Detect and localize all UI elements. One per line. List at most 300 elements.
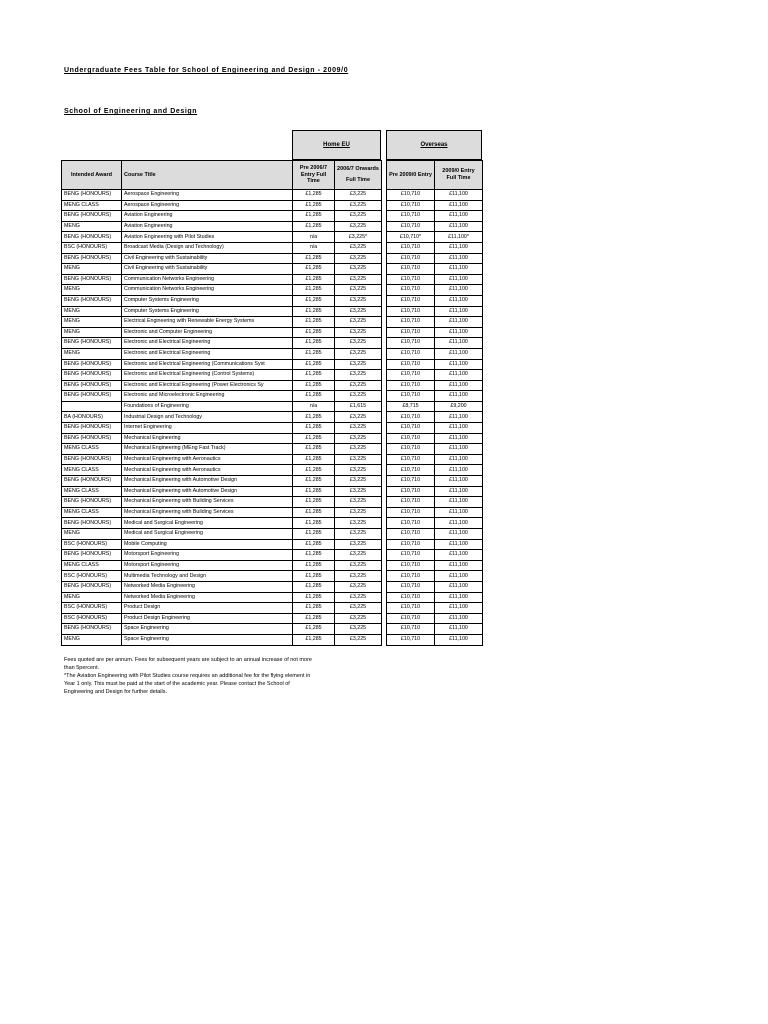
onwards-2006-fee-cell: £3,225	[335, 613, 382, 624]
pre-2009-fee-cell: £10,710	[387, 338, 435, 349]
entry-2009-fee-cell: £11,100	[435, 412, 483, 423]
table-row	[62, 401, 483, 412]
entry-2009-fee-cell: £11,100	[435, 242, 483, 253]
course-cell: Product Design Engineering	[122, 613, 293, 624]
onwards-2006-fee-cell: £3,225	[335, 253, 382, 264]
table-row	[62, 221, 483, 232]
onwards-2006-fee-cell: £3,225	[335, 285, 382, 296]
award-cell: BSC (HONOURS)	[62, 603, 122, 614]
table-row	[62, 454, 483, 465]
pre-2009-fee-cell: £10,710	[387, 550, 435, 561]
pre-2006-fee-cell: £1,285	[293, 295, 335, 306]
home-eu-group-header	[292, 130, 381, 160]
entry-2009-fee-cell: £11,100	[435, 253, 483, 264]
onwards-2006-fee-cell: £3,225	[335, 624, 382, 635]
header-course-title: Course Title	[122, 161, 293, 190]
course-cell: Electronic and Electrical Engineering (Power Electronics Sy	[122, 380, 293, 391]
pre-2009-fee-cell: £10,710	[387, 634, 435, 645]
header-2006-onwards	[335, 161, 382, 190]
pre-2006-fee-cell: £1,285	[293, 454, 335, 465]
pre-2009-fee-cell: £10,710	[387, 571, 435, 582]
course-cell: Civil Engineering with Sustainability	[122, 264, 293, 275]
course-cell: Civil Engineering with Sustainability	[122, 253, 293, 264]
entry-2009-fee-cell: £11,100	[435, 518, 483, 529]
pre-2006-fee-cell: £1,285	[293, 200, 335, 211]
onwards-2006-fee-cell: £3,225	[335, 550, 382, 561]
pre-2009-fee-cell: £10,710	[387, 412, 435, 423]
course-cell: Broadcast Media (Design and Technology)	[122, 242, 293, 253]
award-cell: MENG CLASS	[62, 465, 122, 476]
onwards-2006-fee-cell: £3,225	[335, 560, 382, 571]
award-cell: BENG (HONOURS)	[62, 211, 122, 222]
footnotes	[64, 657, 314, 697]
pre-2009-fee-cell: £10,710	[387, 624, 435, 635]
course-cell: Electronic and Electrical Engineering	[122, 338, 293, 349]
pre-2009-fee-cell: £10,710	[387, 454, 435, 465]
course-cell: Mobile Computing	[122, 539, 293, 550]
course-cell: Mechanical Engineering	[122, 433, 293, 444]
course-cell: Mechanical Engineering with Building Services	[122, 507, 293, 518]
award-cell: MENG	[62, 264, 122, 275]
pre-2006-fee-cell: £1,285	[293, 571, 335, 582]
table-row	[62, 603, 483, 614]
entry-2009-fee-cell: £11,100	[435, 571, 483, 582]
award-cell: BENG (HONOURS)	[62, 380, 122, 391]
pre-2009-fee-cell: £10,710	[387, 370, 435, 381]
pre-2009-fee-cell: £10,710	[387, 264, 435, 275]
award-cell: MENG CLASS	[62, 560, 122, 571]
award-cell: BA (HONOURS)	[62, 412, 122, 423]
table-row	[62, 380, 483, 391]
table-row	[62, 539, 483, 550]
pre-2006-fee-cell: £1,285	[293, 518, 335, 529]
overseas-group-header	[386, 130, 482, 160]
table-row	[62, 423, 483, 434]
onwards-2006-fee-cell: £3,225	[335, 444, 382, 455]
award-cell: MENG	[62, 306, 122, 317]
pre-2006-fee-cell: £1,285	[293, 634, 335, 645]
onwards-2006-fee-cell: £3,225	[335, 306, 382, 317]
pre-2006-fee-cell: £1,285	[293, 433, 335, 444]
onwards-2006-fee-cell: £3,225	[335, 581, 382, 592]
pre-2006-fee-cell: £1,285	[293, 423, 335, 434]
pre-2009-fee-cell: £10,710	[387, 200, 435, 211]
course-cell: Motorsport Engineering	[122, 560, 293, 571]
onwards-2006-fee-cell: £3,225	[335, 190, 382, 201]
header-pre-2006: Pre 2006/7 Entry Full Time	[293, 161, 335, 190]
pre-2006-fee-cell: £1,285	[293, 592, 335, 603]
entry-2009-fee-cell: £11,100	[435, 539, 483, 550]
entry-2009-fee-cell: £11,100	[435, 497, 483, 508]
onwards-2006-fee-cell: £3,225	[335, 264, 382, 275]
pre-2009-fee-cell: £10,710	[387, 603, 435, 614]
course-cell: Aviation Engineering	[122, 221, 293, 232]
header-2009-entry: 2009/0 Entry Full Time	[435, 161, 483, 190]
document-title: Undergraduate Fees Table for School of Engineering and Design - 2009/0	[64, 67, 349, 74]
entry-2009-fee-cell: £11,100	[435, 423, 483, 434]
award-cell: MENG	[62, 634, 122, 645]
table-row	[62, 518, 483, 529]
table-row	[62, 529, 483, 540]
table-row	[62, 242, 483, 253]
entry-2009-fee-cell: £11,100	[435, 380, 483, 391]
pre-2006-fee-cell: £1,285	[293, 370, 335, 381]
award-cell: BENG (HONOURS)	[62, 476, 122, 487]
onwards-2006-fee-cell: £3,225	[335, 412, 382, 423]
course-cell: Mechanical Engineering with Automotive Design	[122, 476, 293, 487]
pre-2006-fee-cell: £1,285	[293, 465, 335, 476]
onwards-2006-fee-cell: £3,225	[335, 497, 382, 508]
entry-2009-fee-cell: £11,100	[435, 264, 483, 275]
course-cell: Networked Media Engineering	[122, 581, 293, 592]
pre-2009-fee-cell: £10,710	[387, 274, 435, 285]
onwards-2006-fee-cell: £3,225	[335, 317, 382, 328]
course-cell: Electronic and Electrical Engineering (Control Systems)	[122, 370, 293, 381]
onwards-2006-fee-cell: £3,225	[335, 359, 382, 370]
table-row	[62, 295, 483, 306]
entry-2009-fee-cell: £11,100	[435, 391, 483, 402]
pre-2006-fee-cell: £1,285	[293, 348, 335, 359]
table-row	[62, 613, 483, 624]
award-cell: BENG (HONOURS)	[62, 338, 122, 349]
course-cell: Communication Networks Engineering	[122, 274, 293, 285]
pre-2009-fee-cell: £10,710	[387, 242, 435, 253]
award-cell: BENG (HONOURS)	[62, 550, 122, 561]
pre-2006-fee-cell: £1,285	[293, 359, 335, 370]
course-cell: Product Design	[122, 603, 293, 614]
pre-2006-fee-cell: £1,285	[293, 497, 335, 508]
course-cell: Mechanical Engineering (MEng Fast Track)	[122, 444, 293, 455]
course-cell: Mechanical Engineering with Aeronautics	[122, 465, 293, 476]
pre-2006-fee-cell: £1,285	[293, 380, 335, 391]
entry-2009-fee-cell: £11,100	[435, 581, 483, 592]
section-title: School of Engineering and Design	[64, 108, 198, 115]
footnote-aviation: *The Aviation Engineering with Pilot Studies course requires an additional fee for the flying element in Year 1 only. This must be paid at the start of the academic year. Please contact the School of Engineering and Design for further details.	[64, 672, 311, 695]
table-row	[62, 571, 483, 582]
entry-2009-fee-cell: £11,100	[435, 190, 483, 201]
award-cell: BENG (HONOURS)	[62, 518, 122, 529]
table-row	[62, 592, 483, 603]
course-cell: Motorsport Engineering	[122, 550, 293, 561]
fees-table	[61, 160, 483, 646]
table-row	[62, 560, 483, 571]
entry-2009-fee-cell: £11,100	[435, 560, 483, 571]
table-row	[62, 581, 483, 592]
course-cell: Aerospace Engineering	[122, 200, 293, 211]
entry-2009-fee-cell: £11,100	[435, 338, 483, 349]
pre-2009-fee-cell: £10,710	[387, 613, 435, 624]
award-cell: BENG (HONOURS)	[62, 295, 122, 306]
pre-2006-fee-cell: £1,285	[293, 211, 335, 222]
pre-2009-fee-cell: £10,710	[387, 529, 435, 540]
award-cell: BENG (HONOURS)	[62, 253, 122, 264]
award-cell: BENG (HONOURS)	[62, 433, 122, 444]
table-row	[62, 412, 483, 423]
onwards-2006-fee-cell: £3,225	[335, 539, 382, 550]
award-cell: MENG	[62, 327, 122, 338]
table-row	[62, 370, 483, 381]
course-cell: Multimedia Technology and Design	[122, 571, 293, 582]
pre-2009-fee-cell: £10,710	[387, 581, 435, 592]
pre-2009-fee-cell: £10,710	[387, 317, 435, 328]
course-cell: Aerospace Engineering	[122, 190, 293, 201]
pre-2006-fee-cell: £1,285	[293, 507, 335, 518]
course-cell: Electronic and Electrical Engineering (Communications Syst	[122, 359, 293, 370]
table-row	[62, 264, 483, 275]
award-cell: BENG (HONOURS)	[62, 190, 122, 201]
onwards-2006-fee-cell: £3,225	[335, 295, 382, 306]
entry-2009-fee-cell: £11,100	[435, 613, 483, 624]
table-row	[62, 433, 483, 444]
pre-2009-fee-cell: £10,710	[387, 295, 435, 306]
pre-2009-fee-cell: £10,710	[387, 285, 435, 296]
pre-2006-fee-cell: £1,285	[293, 476, 335, 487]
course-cell: Computer Systems Engineering	[122, 306, 293, 317]
entry-2009-fee-cell: £11,100	[435, 348, 483, 359]
entry-2009-fee-cell: £11,100	[435, 476, 483, 487]
onwards-2006-fee-cell: £3,225	[335, 592, 382, 603]
course-cell: Mechanical Engineering with Building Services	[122, 497, 293, 508]
table-row	[62, 200, 483, 211]
onwards-2006-fee-cell: £3,225	[335, 465, 382, 476]
pre-2009-fee-cell: £10,710	[387, 348, 435, 359]
table-row	[62, 486, 483, 497]
course-cell: Networked Media Engineering	[122, 592, 293, 603]
entry-2009-fee-cell: £11,100	[435, 454, 483, 465]
pre-2006-fee-cell: £1,285	[293, 306, 335, 317]
award-cell: BENG (HONOURS)	[62, 581, 122, 592]
pre-2006-fee-cell: £1,285	[293, 190, 335, 201]
entry-2009-fee-cell: £11,100	[435, 433, 483, 444]
award-cell: BSC (HONOURS)	[62, 613, 122, 624]
pre-2006-fee-cell: £1,285	[293, 412, 335, 423]
onwards-2006-fee-cell: £3,225	[335, 327, 382, 338]
course-cell: Industrial Design and Technology	[122, 412, 293, 423]
table-row	[62, 624, 483, 635]
award-cell: BENG (HONOURS)	[62, 370, 122, 381]
fees-table-body	[62, 190, 483, 646]
pre-2009-fee-cell: £10,710	[387, 306, 435, 317]
pre-2009-fee-cell: £10,710	[387, 465, 435, 476]
footnote-fees: Fees quoted are per annum. Fees for subsequent years are subject to an annual increase of not more than 5percent.	[64, 657, 312, 671]
pre-2006-fee-cell: £1,285	[293, 581, 335, 592]
onwards-2006-fee-cell: £3,225	[335, 634, 382, 645]
onwards-2006-fee-cell: £3,225	[335, 391, 382, 402]
onwards-2006-fee-cell: £3,225	[335, 507, 382, 518]
table-row	[62, 391, 483, 402]
course-cell: Electrical Engineering with Renewable Energy Systems	[122, 317, 293, 328]
table-row	[62, 359, 483, 370]
pre-2009-fee-cell: £10,710	[387, 539, 435, 550]
pre-2009-fee-cell: £10,710	[387, 211, 435, 222]
entry-2009-fee-cell: £11,100	[435, 507, 483, 518]
award-cell: MENG	[62, 221, 122, 232]
header-intended-award: Intended Award	[62, 161, 122, 190]
course-cell: Foundations of Engineering	[122, 401, 293, 412]
table-row	[62, 306, 483, 317]
table-row	[62, 232, 483, 243]
pre-2006-fee-cell: n/a	[293, 401, 335, 412]
onwards-2006-fee-cell: £3,225	[335, 454, 382, 465]
award-cell: BENG (HONOURS)	[62, 497, 122, 508]
pre-2009-fee-cell: £10,710	[387, 518, 435, 529]
pre-2009-fee-cell: £10,710	[387, 592, 435, 603]
onwards-2006-fee-cell: £3,225	[335, 486, 382, 497]
header-pre-2009: Pre 2009/0 Entry	[387, 161, 435, 190]
onwards-2006-fee-cell: £1,615	[335, 401, 382, 412]
pre-2009-fee-cell: £10,710	[387, 391, 435, 402]
pre-2009-fee-cell: £10,710	[387, 476, 435, 487]
entry-2009-fee-cell: £11,100	[435, 359, 483, 370]
onwards-2006-fee-cell: £3,225	[335, 518, 382, 529]
award-cell: BENG (HONOURS)	[62, 391, 122, 402]
onwards-2006-fee-cell: £3,225	[335, 380, 382, 391]
award-cell: MENG CLASS	[62, 200, 122, 211]
table-row	[62, 507, 483, 518]
table-row	[62, 327, 483, 338]
course-cell: Medical and Surgical Engineering	[122, 529, 293, 540]
pre-2006-fee-cell: £1,285	[293, 317, 335, 328]
entry-2009-fee-cell: £11,100	[435, 624, 483, 635]
onwards-2006-fee-cell: £3,225	[335, 338, 382, 349]
table-row	[62, 285, 483, 296]
course-cell: Communication Networks Engineering	[122, 285, 293, 296]
course-cell: Mechanical Engineering with Automotive Design	[122, 486, 293, 497]
onwards-2006-fee-cell: £3,225	[335, 242, 382, 253]
table-row	[62, 317, 483, 328]
course-cell: Mechanical Engineering with Aeronautics	[122, 454, 293, 465]
entry-2009-fee-cell: £11,100	[435, 211, 483, 222]
table-row	[62, 190, 483, 201]
pre-2006-fee-cell: £1,285	[293, 221, 335, 232]
table-row	[62, 444, 483, 455]
pre-2006-fee-cell: £1,285	[293, 486, 335, 497]
pre-2006-fee-cell: £1,285	[293, 539, 335, 550]
onwards-2006-fee-cell: £3,225	[335, 221, 382, 232]
award-cell: MENG	[62, 317, 122, 328]
award-cell: BENG (HONOURS)	[62, 232, 122, 243]
award-cell	[62, 401, 122, 412]
pre-2006-fee-cell: £1,285	[293, 264, 335, 275]
entry-2009-fee-cell: £11,100	[435, 603, 483, 614]
course-cell: Aviation Engineering with Pilot Studies	[122, 232, 293, 243]
award-cell: BENG (HONOURS)	[62, 274, 122, 285]
award-cell: MENG	[62, 529, 122, 540]
course-cell: Internet Engineering	[122, 423, 293, 434]
award-cell: MENG CLASS	[62, 444, 122, 455]
award-cell: MENG CLASS	[62, 486, 122, 497]
onwards-2006-fee-cell: £3,225	[335, 433, 382, 444]
pre-2009-fee-cell: £10,710	[387, 497, 435, 508]
pre-2006-fee-cell: £1,285	[293, 603, 335, 614]
pre-2009-fee-cell: £10,710	[387, 380, 435, 391]
pre-2009-fee-cell: £10,710	[387, 190, 435, 201]
award-cell: BSC (HONOURS)	[62, 242, 122, 253]
entry-2009-fee-cell: £11,100	[435, 486, 483, 497]
pre-2006-fee-cell: £1,285	[293, 338, 335, 349]
pre-2006-fee-cell: £1,285	[293, 444, 335, 455]
entry-2009-fee-cell: £11,100	[435, 306, 483, 317]
entry-2009-fee-cell: £11,100	[435, 295, 483, 306]
pre-2009-fee-cell: £10,710	[387, 221, 435, 232]
table-header-row	[62, 161, 483, 190]
award-cell: MENG CLASS	[62, 507, 122, 518]
table-row	[62, 476, 483, 487]
onwards-2006-fee-cell: £3,225	[335, 200, 382, 211]
pre-2006-fee-cell: £1,285	[293, 624, 335, 635]
pre-2006-fee-cell: n/a	[293, 232, 335, 243]
entry-2009-fee-cell: £9,200	[435, 401, 483, 412]
table-row	[62, 348, 483, 359]
entry-2009-fee-cell: £11,100	[435, 327, 483, 338]
course-cell: Space Engineering	[122, 624, 293, 635]
pre-2006-fee-cell: £1,285	[293, 391, 335, 402]
onwards-2006-fee-cell: £3,225	[335, 423, 382, 434]
pre-2009-fee-cell: £10,710	[387, 486, 435, 497]
course-cell: Electronic and Electrical Engineering	[122, 348, 293, 359]
onwards-2006-fee-cell: £3,225*	[335, 232, 382, 243]
award-cell: MENG	[62, 348, 122, 359]
pre-2009-fee-cell: £10,710	[387, 444, 435, 455]
award-cell: MENG	[62, 285, 122, 296]
header-2006-onwards-label: 2006/7 Onwards	[337, 166, 379, 173]
table-row	[62, 634, 483, 645]
pre-2009-fee-cell: £10,710	[387, 253, 435, 264]
entry-2009-fee-cell: £11,100	[435, 200, 483, 211]
entry-2009-fee-cell: £11,100	[435, 317, 483, 328]
award-cell: BSC (HONOURS)	[62, 571, 122, 582]
course-cell: Computer Systems Engineering	[122, 295, 293, 306]
pre-2006-fee-cell: £1,285	[293, 560, 335, 571]
entry-2009-fee-cell: £11,100	[435, 634, 483, 645]
pre-2009-fee-cell: £10,710	[387, 560, 435, 571]
pre-2009-fee-cell: £10,710	[387, 433, 435, 444]
award-cell: BENG (HONOURS)	[62, 359, 122, 370]
entry-2009-fee-cell: £11,100	[435, 529, 483, 540]
home-eu-label: Home EU	[323, 142, 350, 148]
pre-2006-fee-cell: n/a	[293, 242, 335, 253]
onwards-2006-fee-cell: £3,225	[335, 211, 382, 222]
onwards-2006-fee-cell: £3,225	[335, 529, 382, 540]
entry-2009-fee-cell: £11,100	[435, 274, 483, 285]
table-row	[62, 274, 483, 285]
pre-2009-fee-cell: £10,710	[387, 327, 435, 338]
table-row	[62, 211, 483, 222]
overseas-label: Overseas	[420, 142, 448, 148]
onwards-2006-fee-cell: £3,225	[335, 571, 382, 582]
entry-2009-fee-cell: £11,100	[435, 444, 483, 455]
pre-2006-fee-cell: £1,285	[293, 274, 335, 285]
table-row	[62, 338, 483, 349]
header-2006-onwards-sub: Full Time	[345, 177, 371, 183]
pre-2006-fee-cell: £1,285	[293, 285, 335, 296]
pre-2009-fee-cell: £10,710	[387, 507, 435, 518]
table-row	[62, 253, 483, 264]
pre-2006-fee-cell: £1,285	[293, 253, 335, 264]
award-cell: MENG	[62, 592, 122, 603]
entry-2009-fee-cell: £11,100	[435, 592, 483, 603]
entry-2009-fee-cell: £11,100	[435, 221, 483, 232]
table-row	[62, 497, 483, 508]
pre-2006-fee-cell: £1,285	[293, 550, 335, 561]
entry-2009-fee-cell: £11,100	[435, 550, 483, 561]
award-cell: BENG (HONOURS)	[62, 454, 122, 465]
course-cell: Medical and Surgical Engineering	[122, 518, 293, 529]
pre-2006-fee-cell: £1,285	[293, 327, 335, 338]
course-cell: Electronic and Microelectronic Engineering	[122, 391, 293, 402]
pre-2009-fee-cell: £10,710	[387, 423, 435, 434]
award-cell: BSC (HONOURS)	[62, 539, 122, 550]
